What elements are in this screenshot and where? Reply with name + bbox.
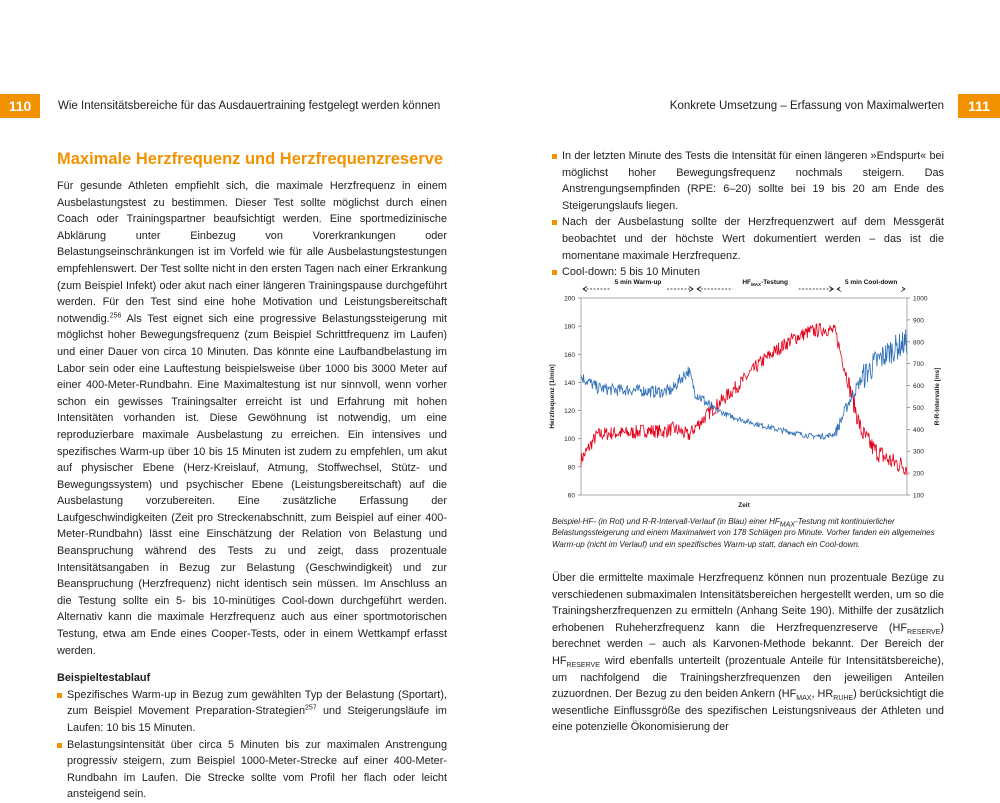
y-tick-label: 180	[564, 323, 575, 331]
text-run: Beispiel-HF- (in Rot) und R-R-Intervall-Verlauf (in Blau) einer HF	[552, 517, 780, 526]
y2-tick-label: 100	[913, 492, 924, 500]
text-run: Über die ermittelte maximale Herzfrequenz können nun prozentuale Bezüge zu verschiedenen submaximalen Intensitätsbereichen hergestellt werden, um so die Trainingsherzfrequenzen zu ermitteln (Anhang Seite 190). Mithilfe der zusätzlich erhobenen Ruheherzfrequenz kann die Herzfrequenzreserve (HF	[552, 572, 944, 634]
y-axis-label: Herzfrequenz [1/min]	[549, 364, 556, 429]
y2-tick-label: 800	[913, 339, 924, 347]
phase-label: 5 min Cool-down	[844, 279, 898, 286]
footnote-ref: 257	[305, 704, 317, 712]
subscript: MAX	[796, 695, 812, 703]
right-column-top	[552, 148, 944, 281]
text-run: Spezifisches Warm-up in Bezug zum gewählten Typ der Belastung (Sportart), zum Beispiel Movement Preparation-Strategien	[67, 688, 447, 718]
phase-label: $HF_{MAX}$-Testung	[742, 279, 789, 287]
y2-axis-label: R-R-Intervalle [ms]	[934, 367, 941, 426]
y-tick-label: 140	[564, 379, 575, 387]
phase-label: 5 min Warm-up	[614, 279, 662, 286]
text-run: Als Test eignet sich eine progressive Belastungssteigerung mit möglichst hoher Bewegungsfrequenz (zum Beispiel Schrittfrequenz im Laufen) und einer Dauer von circa 10 Minuten. Das könnte eine Laufbandbelastung im Labor sein oder eine Lauftestung beispielsweise über 1000 bis 3000 Meter auf einer 400-Meter-Rundbahn. Eine Maximaltestung ist nur sinnvoll, wenn vorher schon ein gewisses Trainingsalter erreicht ist und Erfahrung mit hohen Intensitäten vorhanden ist. Diese Gewöhnung ist notwendig, um eine reproduzierbare maximale Ausbelastung zu erreichen. Ein intensives und spezifisches Warm-up über 10 bis 15 Minuten ist zudem zu empfehlen, um akut auf physischer Ebene (Herz-Kreislauf, Atmung, Stoffwechsel, Stütz- und Bewegungssystem) und psychischer Ebene (Leistungsbereitschaft) auf die Ausbelastung vorzubereiten. Eine zusätzliche Erfassung der Laufgeschwindigkeiten (Zeit pro Streckenabschnitt, zum Beispiel auf einer 400-Meter-Rundbahn) lässt eine Einschätzung der Relation von Belastung und Beanspruchung während des Tests zu und zeigt, dass prozentuale Intensitätsangaben in Bezug zur Belastung (Geschwindigkeit) und zur Beanspruchung (Herzfrequenz) nicht identisch sein müssen. Im Anschluss an die Testung sollte ein 5- bis 10-minütiges Cool-down durchgeführt werden. Alternativ kann die maximale Herzfrequenz auch aus einer sportmotorischen Testung, etwa am Ende eines Cooper-Tests, oder in einem Wettkampf erfasst werden.	[57, 312, 447, 657]
y2-tick-label: 200	[913, 470, 924, 478]
section-heading: Maximale Herzfrequenz und Herzfrequenzreserve	[57, 150, 444, 168]
y2-tick-label: 500	[913, 404, 924, 412]
y-tick-label: 80	[567, 464, 575, 472]
y2-tick-label: 600	[913, 383, 924, 391]
footnote-ref: 256	[109, 312, 122, 320]
y2-tick-label: 900	[913, 317, 924, 325]
left-column	[57, 178, 447, 803]
list-item: Nach der Ausbelastung sollte der Herzfrequenzwert auf dem Messgerät beobachtet und der höchste Wert dokumentiert werden – das ist die momentane maximale Herzfrequenz.	[552, 214, 944, 264]
text-run: -Testung mit kontinuierlicher Belastungssteigerung und einem Maximalwert von 178 Schlägen pro Minute. Vorher fanden ein allgemeines Warm-up (nicht im Verlauf) und ein spezifisches Warm-up statt, danach ein Cool-down.	[552, 517, 935, 549]
subscript: MAX	[779, 521, 795, 529]
list-item: Cool-down: 5 bis 10 Minuten	[552, 264, 944, 281]
y2-tick-label: 400	[913, 426, 924, 434]
bullet-list	[552, 148, 944, 281]
body-paragraph	[552, 570, 944, 736]
hr-chart	[540, 272, 960, 512]
subheading: Beispieltestablauf	[57, 672, 151, 685]
running-title-left: Wie Intensitätsbereiche für das Ausdauertraining festgelegt werden können	[58, 100, 441, 112]
text-run: Für gesunde Athleten empfiehlt sich, die maximale Herzfrequenz in einem Ausbelastungstest zu bestimmen. Dieser Test sollte möglichst durch einen Coach oder Trainingspartner beaufsichtigt werden. Eine sportmedizinische Abklärung unter Einbezug von Vorerkrankungen oder Belastungseinschränkungen ist im Vorfeld wie für alle Ausbelastungstestungen empfehlenswert. Der Test sollte nicht in den ersten Tagen nach einer Erkrankung (zum Beispiel Infekt) oder akut nach einer längeren Trainingspause durchgeführt werden. Für den Test sind eine hohe Motivation und Leistungsbereitschaft notwendig.	[57, 180, 447, 325]
x-axis-label: Zeit	[738, 502, 750, 509]
body-paragraph	[57, 178, 447, 659]
text-run: wird ebenfalls unterteilt (prozentuale Anteile für Intensitätsbereiche), um nachfolgend die Trainingsherzfrequenzen den jeweiligen Anteilen zuzuordnen. Der Bezug zu den beiden Ankern (HF	[552, 654, 944, 701]
y-tick-label: 200	[564, 295, 575, 303]
right-column-bottom	[552, 570, 944, 736]
page-number-left: 110	[0, 94, 40, 118]
text-run: , HR	[811, 688, 834, 701]
y-tick-label: 60	[567, 492, 575, 500]
list-item: In der letzten Minute des Tests die Intensität für einen längeren »Endspurt« bei möglichst hoher Bewegungsfrequenz nochmals steigern. Das Anstrengungsempfinden (RPE: 6–20) sollte bei 19 bis 20 am Ende des Steigerungslaufs liegen.	[552, 148, 944, 214]
y2-tick-label: 300	[913, 448, 924, 456]
text-run: und Steigerungsläufe im Laufen: 10 bis 15 Minuten.	[67, 705, 447, 734]
running-title-right: Konkrete Umsetzung – Erfassung von Maximalwerten	[669, 100, 944, 112]
y2-tick-label: 1000	[913, 295, 928, 303]
bullet-list	[57, 687, 447, 803]
plot-frame	[581, 298, 907, 495]
figure-caption	[552, 516, 944, 550]
subscript: RUHE	[833, 695, 854, 703]
text-run: ) berücksichtigt die wesentliche Einflussgröße des spezifischen Leistungsniveaus der Athleten und eine potenzielle Ökonomisierung der	[552, 688, 944, 734]
list-item	[57, 687, 447, 737]
subscript: RESERVE	[907, 628, 941, 636]
subscript: RESERVE	[566, 662, 600, 670]
text-run: ) berechnet werden – auch als Karvonen-Methode bekannt. Der Bereich der HF	[552, 621, 944, 667]
y2-tick-label: 700	[913, 361, 924, 369]
list-item: Belastungsintensität über circa 5 Minuten bis zur maximalen Anstrengung progressiv steigern, zum Beispiel 1000-Meter-Strecke auf einer 400-Meter-Rundbahn im Laufen. Die Strecke sollte vom Profil her flach oder leicht ansteigend sein.	[57, 737, 447, 803]
y-tick-label: 120	[564, 408, 575, 416]
y-tick-label: 160	[564, 351, 575, 359]
y-tick-label: 100	[564, 436, 575, 444]
page-number-right: 111	[958, 94, 1000, 118]
